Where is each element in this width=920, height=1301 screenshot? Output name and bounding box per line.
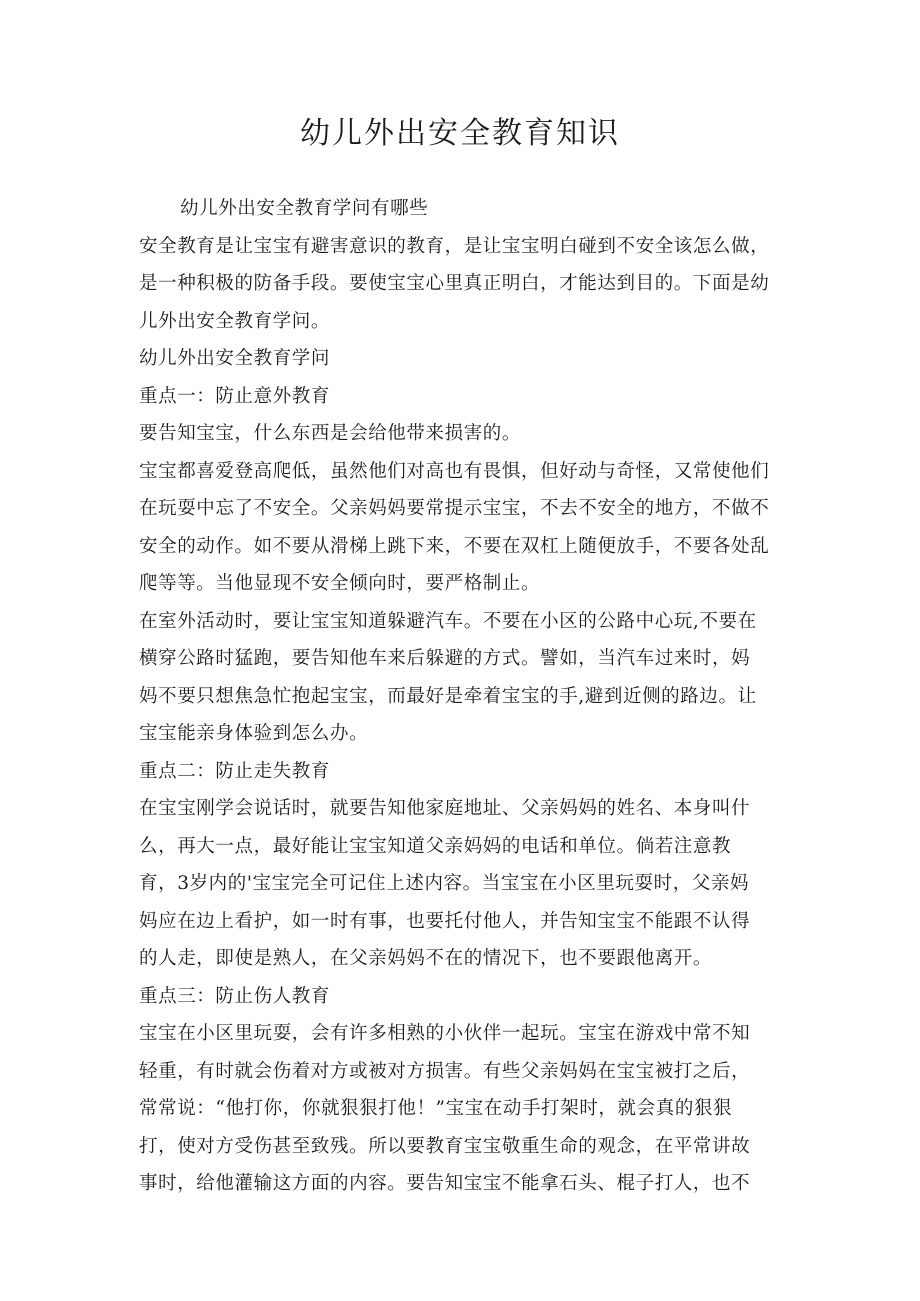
section-heading: 重点三：防止伤人教育 (139, 985, 331, 1007)
text-line: 宝宝在小区里玩耍，会有许多相熟的小伙伴一起玩。宝宝在游戏中常不知 (139, 1023, 751, 1044)
subtitle-line: 幼儿外出安全教育学问有哪些 (180, 198, 429, 219)
section-heading: 重点一：防止意外教育 (139, 385, 331, 407)
text-line: 常常说：“他打你，你就狠狠打他！”宝宝在动手打架时，就会真的狠狠 (139, 1098, 733, 1119)
text-line: 安全的动作。如不要从滑梯上跳下来，不要在双杠上随便放手，不要各处乱 (139, 535, 770, 557)
text-line: 横穿公路时猛跑，要告知他车来后躲避的方式。譬如，当汽车过来时，妈 (139, 648, 751, 669)
text-line: 宝宝能亲身体验到怎么办。 (139, 723, 369, 744)
section-heading: 幼儿外出安全教育学问 (139, 348, 331, 369)
text-line: 妈应在边上看护，如一时有事，也要托付他人，并告知宝宝不能跟不认得 (139, 910, 751, 932)
text-line: 在宝宝刚学会说话时，就要告知他家庭地址、父亲妈妈的姓名、本身叫什 (139, 798, 751, 819)
document-title: 幼儿外出安全教育知识 (300, 116, 620, 151)
text-line: 宝宝都喜爱登高爬低，虽然他们对高也有畏惧，但好动与奇怪，又常使他们 (139, 460, 770, 482)
text-line: 育，3岁内的'宝宝完全可记住上述内容。当宝宝在小区里玩耍时，父亲妈 (139, 873, 750, 894)
text-line: 打，使对方受伤甚至致残。所以要教育宝宝敬重生命的观念，在平常讲故 (139, 1135, 751, 1157)
text-line: 的人走，即使是熟人，在父亲妈妈不在的情况下，也不要跟他离开。 (139, 948, 713, 969)
text-line: 要告知宝宝，什么东西是会给他带来损害的。 (139, 423, 522, 444)
text-line: 事时，给他灌输这方面的内容。要告知宝宝不能拿石头、棍子打人，也不 (139, 1173, 751, 1194)
text-line: 在室外活动时，要让宝宝知道躲避汽车。不要在小区的公路中心玩,不要在 (139, 610, 757, 632)
text-line: 爬等等。当他显现不安全倾向时，要严格制止。 (139, 573, 541, 594)
text-line: 轻重，有时就会伤着对方或被对方损害。有些父亲妈妈在宝宝被打之后， (139, 1060, 751, 1082)
text-line: 妈不要只想焦急忙抱起宝宝，而最好是牵着宝宝的手,避到近侧的路边。让 (139, 685, 757, 707)
text-line: 是一种积极的防备手段。要使宝宝心里真正明白，才能达到目的。下面是幼 (139, 273, 770, 294)
section-heading: 重点二：防止走失教育 (139, 760, 331, 782)
text-line: 么，再大一点，最好能让宝宝知道父亲妈妈的电话和单位。倘若注意教 (139, 835, 732, 857)
text-line: 儿外出安全教育学问。 (139, 310, 331, 332)
text-line: 在玩耍中忘了不安全。父亲妈妈要常提示宝宝，不去不安全的地方，不做不 (139, 498, 770, 519)
text-line: 安全教育是让宝宝有避害意识的教育，是让宝宝明白碰到不安全该怎么做， (139, 235, 770, 257)
document-body (139, 190, 789, 1203)
